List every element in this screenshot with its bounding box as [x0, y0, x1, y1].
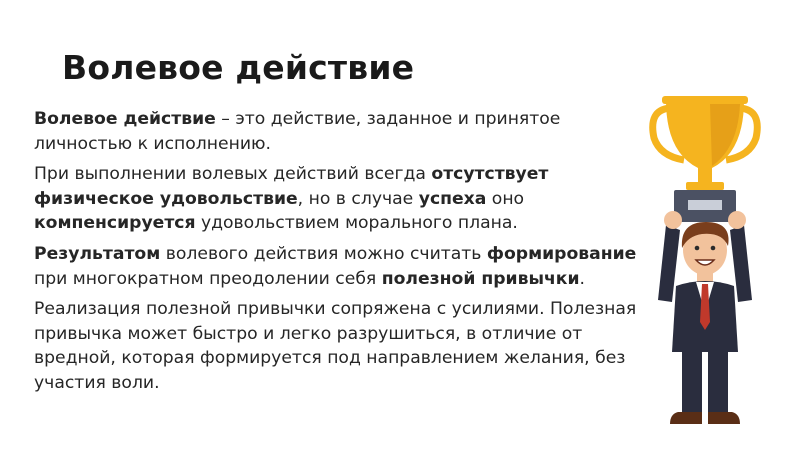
paragraph-habit	[34, 297, 644, 395]
businessman-holding-trophy-icon	[640, 90, 770, 430]
text-run: компенсируется	[34, 213, 196, 234]
hand-right	[728, 211, 746, 229]
shoe-left	[670, 412, 702, 424]
trophy-foot	[686, 182, 724, 190]
eye-right	[711, 246, 716, 251]
paragraph-pleasure	[34, 162, 644, 236]
trophy-stem	[698, 168, 712, 184]
trophy-plaque	[688, 200, 722, 210]
text-run: Реализация полезной привычки сопряжена с усилиями. Полезная привычка может быстро и легко разрушиться, в отличие от вредной, которая формируется под направлением желания, без участия воли.	[34, 299, 637, 393]
hand-left	[664, 211, 682, 229]
text-run: При выполнении волевых действий всегда	[34, 164, 432, 185]
trophy-rim	[662, 96, 748, 104]
shoe-right	[708, 412, 740, 424]
slide-body	[34, 107, 644, 402]
paragraph-result	[34, 242, 644, 291]
leg-left	[682, 348, 702, 414]
text-run: отсутствует физическое удовольствие	[34, 164, 549, 209]
slide-title: Волевое действие	[62, 48, 415, 87]
text-run: формирование	[486, 243, 637, 264]
text-run: Результатом	[34, 243, 161, 264]
text-run: при многократном преодолении себя	[34, 268, 382, 289]
text-run: полезной привычки	[381, 268, 580, 289]
text-run: , но в случае	[297, 188, 419, 209]
text-run: – это действие, заданное и принятое личностью к исполнению.	[34, 109, 561, 154]
text-run: успеха	[418, 188, 487, 209]
leg-right	[708, 348, 728, 414]
text-run: оно	[486, 188, 525, 209]
text-run: .	[579, 268, 585, 289]
eye-left	[695, 246, 700, 251]
paragraph-definition	[34, 107, 644, 156]
text-run: волевого действия можно считать	[160, 243, 487, 264]
text-run: удовольствием морального плана.	[195, 213, 518, 234]
text-run: Волевое действие	[34, 109, 216, 129]
